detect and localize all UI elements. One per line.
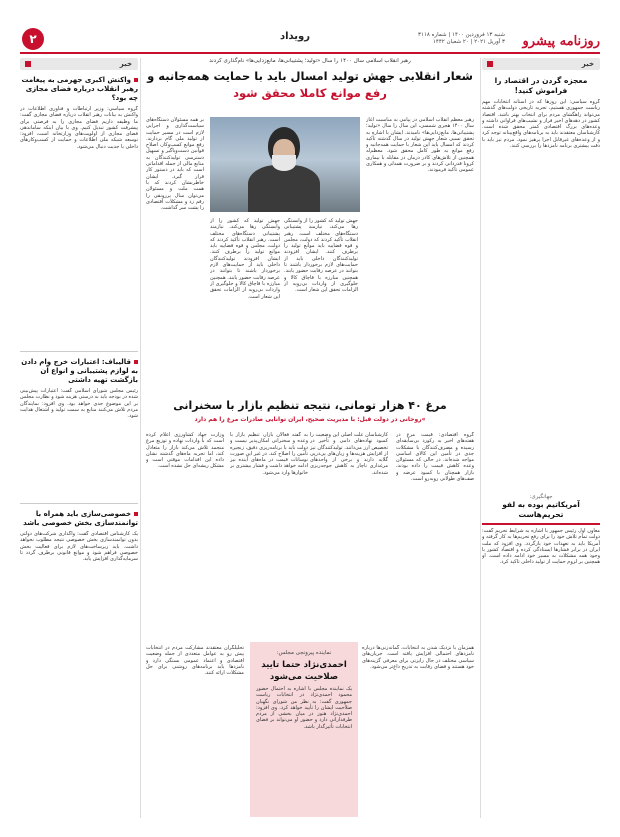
left-story2-title-text: قالیباف: اعتبارات خرج وام دادن به لوازم پشتیبانی و انواع آن بازگشت تهیه داشتی (21, 358, 138, 384)
right-story2-kicker: جهانگیری: (529, 494, 553, 500)
bullet-icon (134, 360, 138, 364)
left-story3-title-text: خصوصی‌سازی باید همراه با توانمندسازی بخش خصوصی باشد (23, 510, 138, 527)
lead-text-left2: جهش تولید که کشور را از وابستگی رها می‌کند، نیازمند پشتیبانی دستگاه‌های مختلف است. رهبر انقلاب تأکید کردند که دولت، مجلس و قوه قضاییه باید موانع تولید را برطرف کنند. ایشان افزودند تولیدکنندگان داخلی باید از حمایت‌های لازم برخوردار باشند تا بتوانند در عرصه رقابت حضور یابند. همچنین مبارزه با قاچاق کالا و جلوگیری از واردات بی‌رویه از الزامات تحقق این شعار است. (210, 218, 280, 300)
right-story2 (482, 490, 600, 837)
lead-text-left: بر همه مسئولان دستگاه‌های سیاست‌گذاری و اجرایی لازم است در مسیر حمایت از تولید ملی گام بردارند. رفع موانع کسب‌وکار، اصلاح قوانین دست‌وپاگیر و تسهیل دسترسی تولیدکنندگان به منابع مالی از جمله اقداماتی است که باید در دستور کار قرار گیرد. ایشان خاطرنشان کردند که با همت ملت و مسئولان می‌توان سال پررونقی را رقم زد و مشکلات اقتصادی را پشت سر گذاشت. (146, 117, 204, 212)
lead-title-line2: رفع موانع کاملا محقق شود (233, 86, 387, 100)
left-story3-title (20, 510, 138, 528)
box-kicker: نماینده پیرونجی مجلس: (276, 650, 332, 656)
lead-text-right: رهبر معظم انقلاب اسلامی در پیامی به مناسبت آغاز سال ۱۴۰۰ هجری شمسی، این سال را سال «تولید؛ پشتیبانی‌ها، مانع‌زدایی‌ها» نامیدند. ایشان با اشاره به تحقق نسبی شعار جهش تولید در سال گذشته تأکید کردند که امسال باید این شعار با حمایت همه‌جانبه و رفع موانع به طور کامل محقق شود. معظم‌له همچنین از تلاش‌های کادر درمان در مقابله با بیماری کرونا قدردانی کردند و بر ضرورت همدلی و همکاری عمومی تأکید فرمودند. (366, 117, 474, 174)
ahmadinejad-box (250, 642, 358, 817)
divider (20, 503, 138, 504)
chicken-price-deck: »روحانی در دولت قبل: با مدیریت صحیح، ایران توانایی صادرات مرغ را هم دارد (194, 416, 426, 423)
story2-text-2: کارشناسان علت اصلی این وضعیت را کمبود نهاده‌های دامی و تأخیر در تخصیص ارز می‌دانند. تولیدکنندگان نیز از افزایش هزینه‌ها و زیان‌های پی‌درپی گلایه دارند و برخی از واحدهای مرغداری ناچار به کاهش جوجه‌ریزی شده‌اند. (310, 432, 388, 476)
divider (20, 351, 138, 352)
lead-title (142, 68, 478, 102)
left-story2-text: رئیس مجلس شورای اسلامی گفت: اعتبارات پیش‌بینی شده در بودجه باید به درستی هزینه شود و نظارت مجلس بر این موضوع جدی خواهد بود. وی افزود: نمایندگان مردم تلاش می‌کنند منابع به سمت تولید و اشتغال هدایت شود. (20, 388, 138, 420)
right-story2-text: معاون اول رئیس جمهور با اشاره به شرایط تحریم گفت: دولت تمام تلاش خود را برای رفع تحریم‌ها به کار گرفته و آمریکا باید به تعهدات خود بازگردد. وی افزود که ملت ایران در برابر فشارها ایستادگی کرده و اقتصاد کشور با وجود همه مشکلات به مسیر خود ادامه داده است. او همچنین بر لزوم حمایت از تولید داخلی تاکید کرد. (482, 528, 600, 566)
lead-text-middle: جهش تولید که کشور را از وابستگی رها می‌کند، نیازمند پشتیبانی دستگاه‌های مختلف است. رهبر انقلاب تأکید کردند که دولت، مجلس و قوه قضاییه باید موانع تولید را برطرف کنند. ایشان افزودند تولیدکنندگان داخلی باید از حمایت‌های لازم برخوردار باشند تا بتوانند در عرصه رقابت حضور یابند. همچنین مبارزه با قاچاق کالا و جلوگیری از واردات بی‌رویه از الزامات تحقق این شعار است. (284, 218, 358, 294)
page-number: ۲ (22, 28, 44, 50)
chicken-price-headline: مرغ ۴۰ هزار تومانی، نتیجه تنظیم بازار با سخنرانی (173, 399, 447, 412)
right-story2-title: آمریکاتیم بوده به لفو تحریم‌هاست (502, 500, 580, 519)
left-story1-title (20, 76, 138, 103)
right-story1-title: معجزه گردن در اقتصاد را فراموش کنید! (494, 76, 588, 95)
left-story2-title (20, 358, 138, 385)
bottom-text-left: تحلیلگران معتقدند مشارکت مردم در انتخابات پیش رو به عوامل متعددی از جمله وضعیت اقتصادی و اعتماد عمومی بستگی دارد و نامزدها باید برنامه‌های روشنی برای حل مشکلات ارائه کنند. (146, 645, 244, 677)
section-title: رویداد (279, 31, 311, 42)
story2-text-1: گروه اقتصادی: قیمت مرغ در هفته‌های اخیر به رکورد بی‌سابقه‌ای رسیده و مصرف‌کنندگان با مشکلات جدی در تأمین این کالای اساسی مواجه شده‌اند. در حالی که مسئولان وعده کاهش قیمت را داده بودند، بازار همچنان با کمبود عرضه و صف‌های طولانی روبه‌رو است. (396, 432, 474, 483)
square-icon (487, 61, 493, 67)
issue-line-1: شنبه ۱۳ فروردین ۱۴۰۰ | شماره ۳۱۱۸ (418, 32, 505, 38)
bottom-text-right: همزمان با نزدیک شدن به انتخابات، گمانه‌زنی‌ها درباره نامزدهای احتمالی افزایش یافته است. جریان‌های سیاسی مختلف در حال رایزنی برای معرفی گزینه‌های خود هستند و فضای رقابت به تدریج داغ‌تر می‌شود. (362, 645, 474, 670)
left-column-label-text: خبر (119, 60, 132, 68)
right-story1-text: گروه سیاسی: این روزها که در آستانه انتخابات مهم ریاست جمهوری هستیم، تجربه تاریخی دولت‌های گذشته می‌تواند راهگشای مردم برای انتخاب بهتر باشد. اقتصاد کشور در دهه‌های اخیر فراز و نشیب‌های فراوانی داشته و وعده‌های بزرگ اقتصادی کمتر محقق شده است. کارشناسان معتقدند باید به برنامه‌های واقع‌بینانه توجه کرد و از وعده‌های غیرقابل اجرا پرهیز نمود. مردم نیز باید با دقت بیشتری برنامه نامزدها را بررسی کنند. (482, 99, 600, 150)
photo-body (248, 165, 320, 212)
lead-title-line1: شعار انقلابی جهش تولید امسال باید با حمایت همه‌جانبه و (147, 69, 473, 83)
square-icon (25, 61, 31, 67)
right-column (482, 58, 600, 504)
issue-line-2: ۳ آوریل ۲۰۲۱ | ۲۰ شعبان ۱۴۴۲ (432, 39, 505, 45)
header-rule (20, 52, 600, 54)
left-story1-title-text: واکنش اکبری جهرمی به پیغامت رهبر انقلاب درباره فضای مجازی چه بود؟ (21, 76, 138, 102)
red-divider (482, 523, 600, 525)
box-text: یک نماینده مجلس با اشاره به احتمال حضور محمود احمدی‌نژاد در انتخابات ریاست جمهوری گفت: به نظر من شورای نگهبان صلاحیت ایشان را تأیید خواهد کرد. وی افزود: احمدی‌نژاد هنوز در میان بخشی از مردم طرفدارانی دارد و حضور او می‌تواند بر فضای انتخابات تأثیرگذار باشد. (256, 686, 352, 730)
right-column-label-text: خبر (581, 60, 594, 68)
bullet-icon (134, 78, 138, 82)
story2-text-4: وزارت جهاد کشاورزی اعلام کرده است که با واردات نهاده و توزیع مرغ منجمد تلاش می‌کند بازار را متعادل کند، اما تجربه ماه‌های گذشته نشان داده این اقدامات موقتی است و مشکل ریشه‌ای حل نشده است. (146, 432, 224, 470)
left-story3-text: یک کارشناس اقتصادی گفت: واگذاری شرکت‌های دولتی بدون توانمندسازی بخش خصوصی نتیجه مطلوب نخواهد داشت. باید زیرساخت‌های لازم برای فعالیت بخش خصوصی فراهم شود و موانع قانونی برطرف گردد تا سرمایه‌گذاری افزایش یابد. (20, 531, 138, 563)
left-column-label (20, 58, 138, 70)
column-divider (480, 58, 481, 818)
lead-subhead: رهبر انقلاب اسلامی سال ۱۴۰۰ را سال «تولید؛ پشتیبانی‌ها، مانع‌زدایی‌ها» نام‌گذاری کردند (209, 58, 411, 64)
photo-beard (272, 155, 296, 171)
box-title: احمدی‌نژاد حتما تایید صلاحیت می‌شود (261, 660, 347, 682)
column-divider (140, 58, 141, 818)
bullet-icon (134, 512, 138, 516)
lead-story (142, 58, 478, 102)
story2-text-3: به گفته فعالان بازار، تنظیم بازار با وعده و سخنرانی امکان‌پذیر نیست و دولت باید با برنامه‌ریزی دقیق، زنجیره تأمین را اصلاح کند. در غیر این صورت نوسانات قیمت در ماه‌های آینده نیز ادامه خواهد داشت و فشار بیشتری بر خانوارها وارد می‌شود. (230, 432, 308, 476)
left-story1-text: گروه سیاسی: وزیر ارتباطات و فناوری اطلاعات در واکنش به بیانات رهبر انقلاب درباره فضای مجازی گفت: ما وظیفه داریم فضای مجازی را به فرصتی برای پیشرفت کشور تبدیل کنیم. وی با بیان اینکه ساماندهی فضای مجازی از اولویت‌های وزارتخانه است، افزود: توسعه شبکه ملی اطلاعات و حمایت از کسب‌وکارهای داخلی با جدیت دنبال می‌شود. (20, 106, 138, 150)
masthead (0, 0, 620, 60)
logo-text: روزنامه پیشرو (522, 34, 600, 49)
leader-photo (210, 117, 360, 212)
right-column-label (482, 58, 600, 70)
left-column (20, 58, 138, 731)
